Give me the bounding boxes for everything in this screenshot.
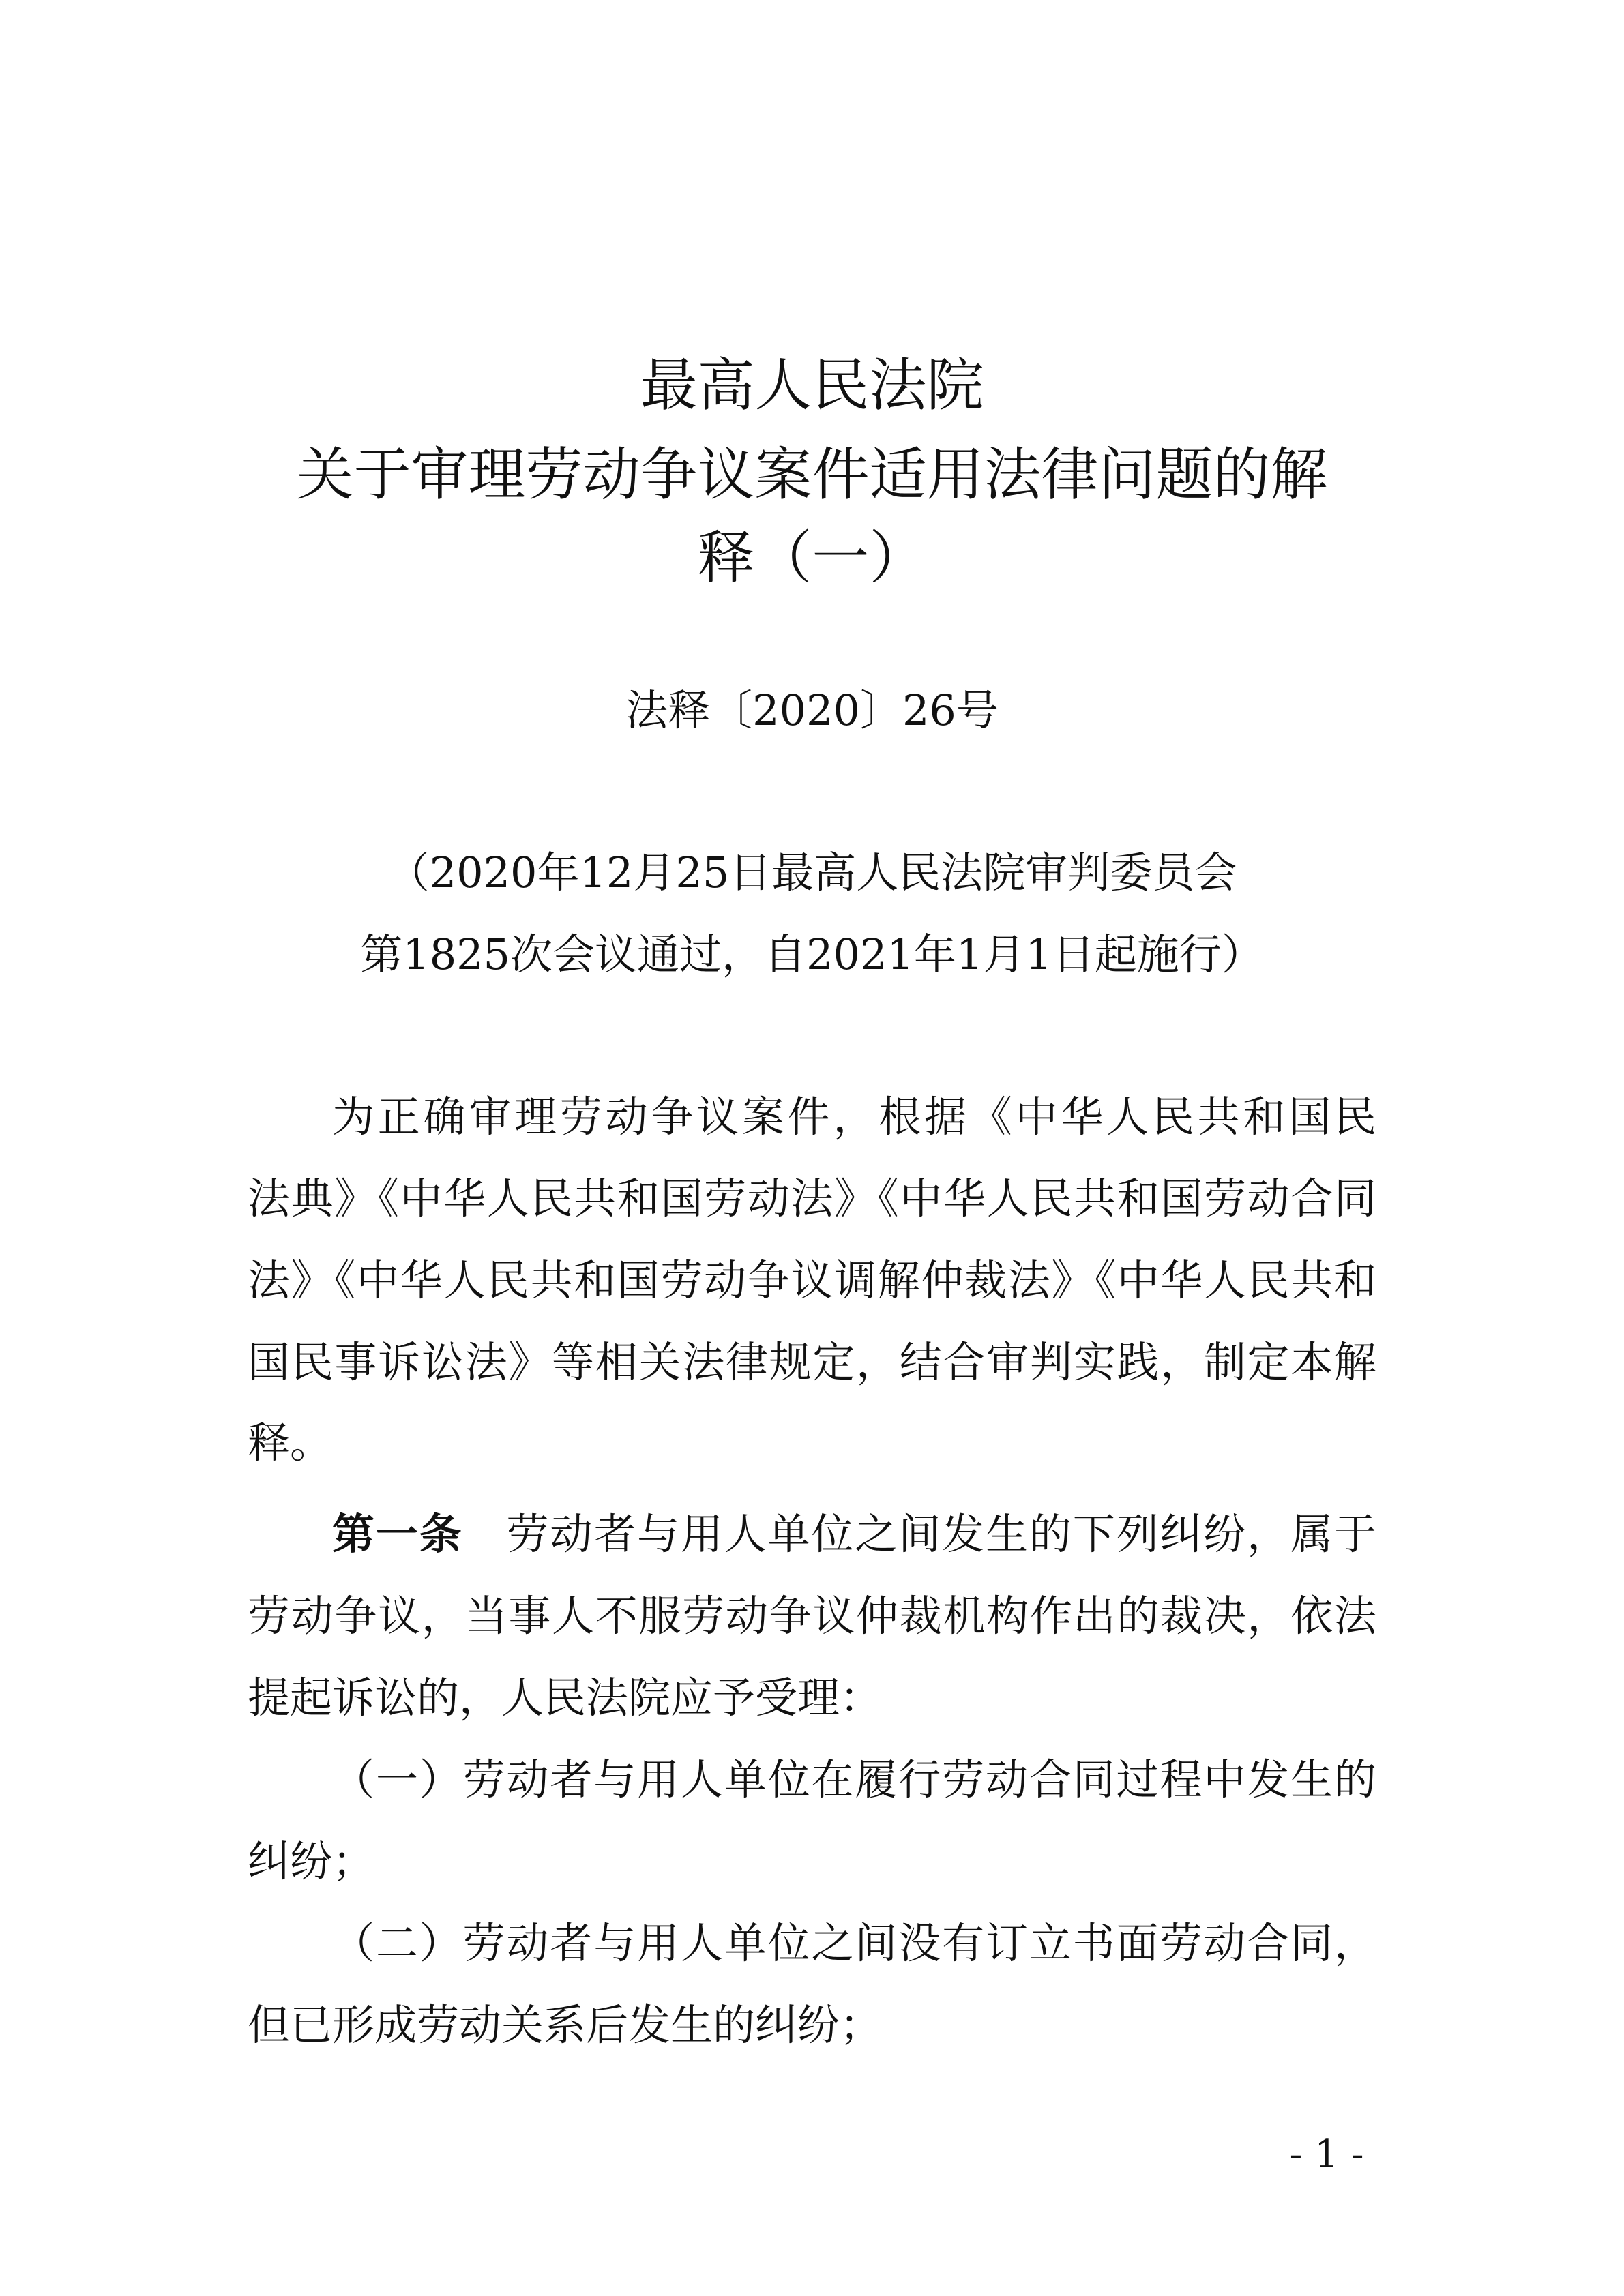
article-1-item-2-line: （二）劳动者与用人单位之间没有订立书面劳动合同， [332, 1918, 1376, 1968]
document-number: 法释〔2020〕26号 [625, 685, 999, 735]
article-1-line: 劳动争议，当事人不服劳动争议仲裁机构作出的裁决，依法 [248, 1591, 1376, 1641]
document-title-line-3: 释（一） [697, 524, 927, 591]
article-1-line: 提起诉讼的，人民法院应予受理： [248, 1673, 883, 1723]
article-1-first-line [332, 1507, 1376, 1562]
article-1-item-2-line: 但已形成劳动关系后发生的纠纷； [248, 2000, 883, 2050]
article-1-text: 劳动者与用人单位之间发生的下列纠纷，属于 [505, 1509, 1376, 1559]
document-title-line-1: 最高人民法院 [640, 352, 984, 419]
adoption-note-line-2: 第1825次会议通过，自2021年1月1日起施行） [360, 929, 1264, 979]
preamble-line: 释。 [248, 1418, 333, 1467]
article-1-item-1-line: 纠纷； [248, 1836, 375, 1886]
article-1-item-1-line: （一）劳动者与用人单位在履行劳动合同过程中发生的 [332, 1755, 1376, 1804]
preamble-line: 为正确审理劳动争议案件，根据《中华人民共和国民 [332, 1092, 1376, 1142]
document-title-line-2: 关于审理劳动争议案件适用法律问题的解 [296, 441, 1328, 508]
page-number: - 1 - [1289, 2132, 1364, 2177]
preamble-line: 法》《中华人民共和国劳动争议调解仲裁法》《中华人民共和 [248, 1255, 1376, 1305]
adoption-note-line-1: （2020年12月25日最高人民法院审判委员会 [387, 848, 1237, 897]
article-1-heading: 第一条 [332, 1509, 463, 1559]
preamble-line: 法典》《中华人民共和国劳动法》《中华人民共和国劳动合同 [248, 1174, 1376, 1223]
preamble-line: 国民事诉讼法》等相关法律规定，结合审判实践，制定本解 [248, 1337, 1376, 1387]
